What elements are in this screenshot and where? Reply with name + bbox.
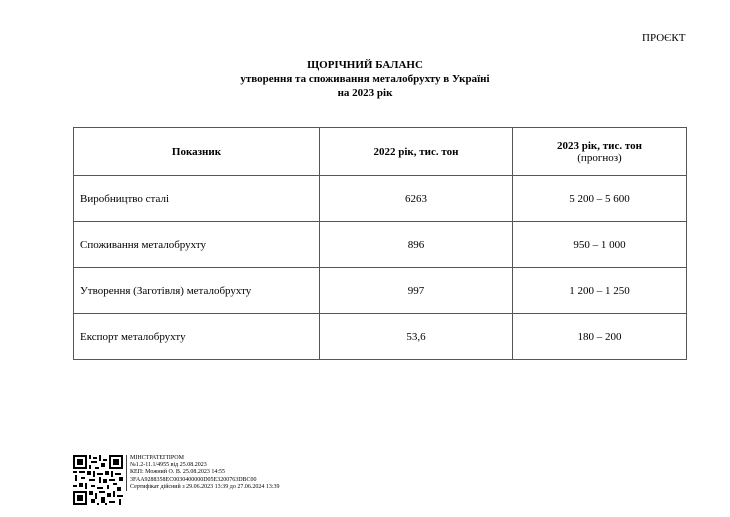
table-row [74,268,687,314]
document-title [0,58,730,100]
cell-2022: 997 [320,268,513,314]
cell-2023: 950 – 1 000 [513,222,687,268]
cell-2022: 896 [320,222,513,268]
header-indicator: Показник [74,128,320,176]
table-row [74,176,687,222]
table-row [74,222,687,268]
table-header-row [74,128,687,176]
title-line-1: ЩОРІЧНИЙ БАЛАНС [307,59,423,71]
header-2023-note: (прогноз) [577,151,622,164]
header-2023 [513,128,687,176]
project-label: ПРОЄКТ [642,32,686,44]
digital-signature-stamp [126,455,279,491]
cell-2022: 53,6 [320,314,513,360]
balance-table [73,127,687,360]
title-line-3: на 2023 рік [337,87,393,99]
qr-code-icon [73,455,123,505]
stamp-serial: 3FAA9288358EC0030400000D05E3200763DBC00 [130,476,257,483]
title-line-2: утворення та споживання металобрухту в Україні [240,73,490,85]
stamp-reg: №1.2-11.1/4955 від 25.08.2023 [130,462,207,469]
cell-2022: 6263 [320,176,513,222]
table-row [74,314,687,360]
cell-indicator: Експорт металобрухту [74,314,320,360]
cell-indicator: Споживання металобрухту [74,222,320,268]
cell-indicator: Утворення (Заготівля) металобрухту [74,268,320,314]
cell-indicator: Виробництво сталі [74,176,320,222]
header-2022: 2022 рік, тис. тон [320,128,513,176]
stamp-cert: Сертифікат дійсний з 29.06.2023 13:39 до 27.06.2024 13:39 [130,483,280,490]
cell-2023: 1 200 – 1 250 [513,268,687,314]
cell-2023: 180 – 200 [513,314,687,360]
stamp-kep: КЕП: Можний О. В. 25.08.2023 14:55 [130,469,225,476]
header-2023-label: 2023 рік, тис. тон [557,139,642,152]
stamp-org: МІНСТРАТЕГПРОМ [130,455,184,461]
cell-2023: 5 200 – 5 600 [513,176,687,222]
